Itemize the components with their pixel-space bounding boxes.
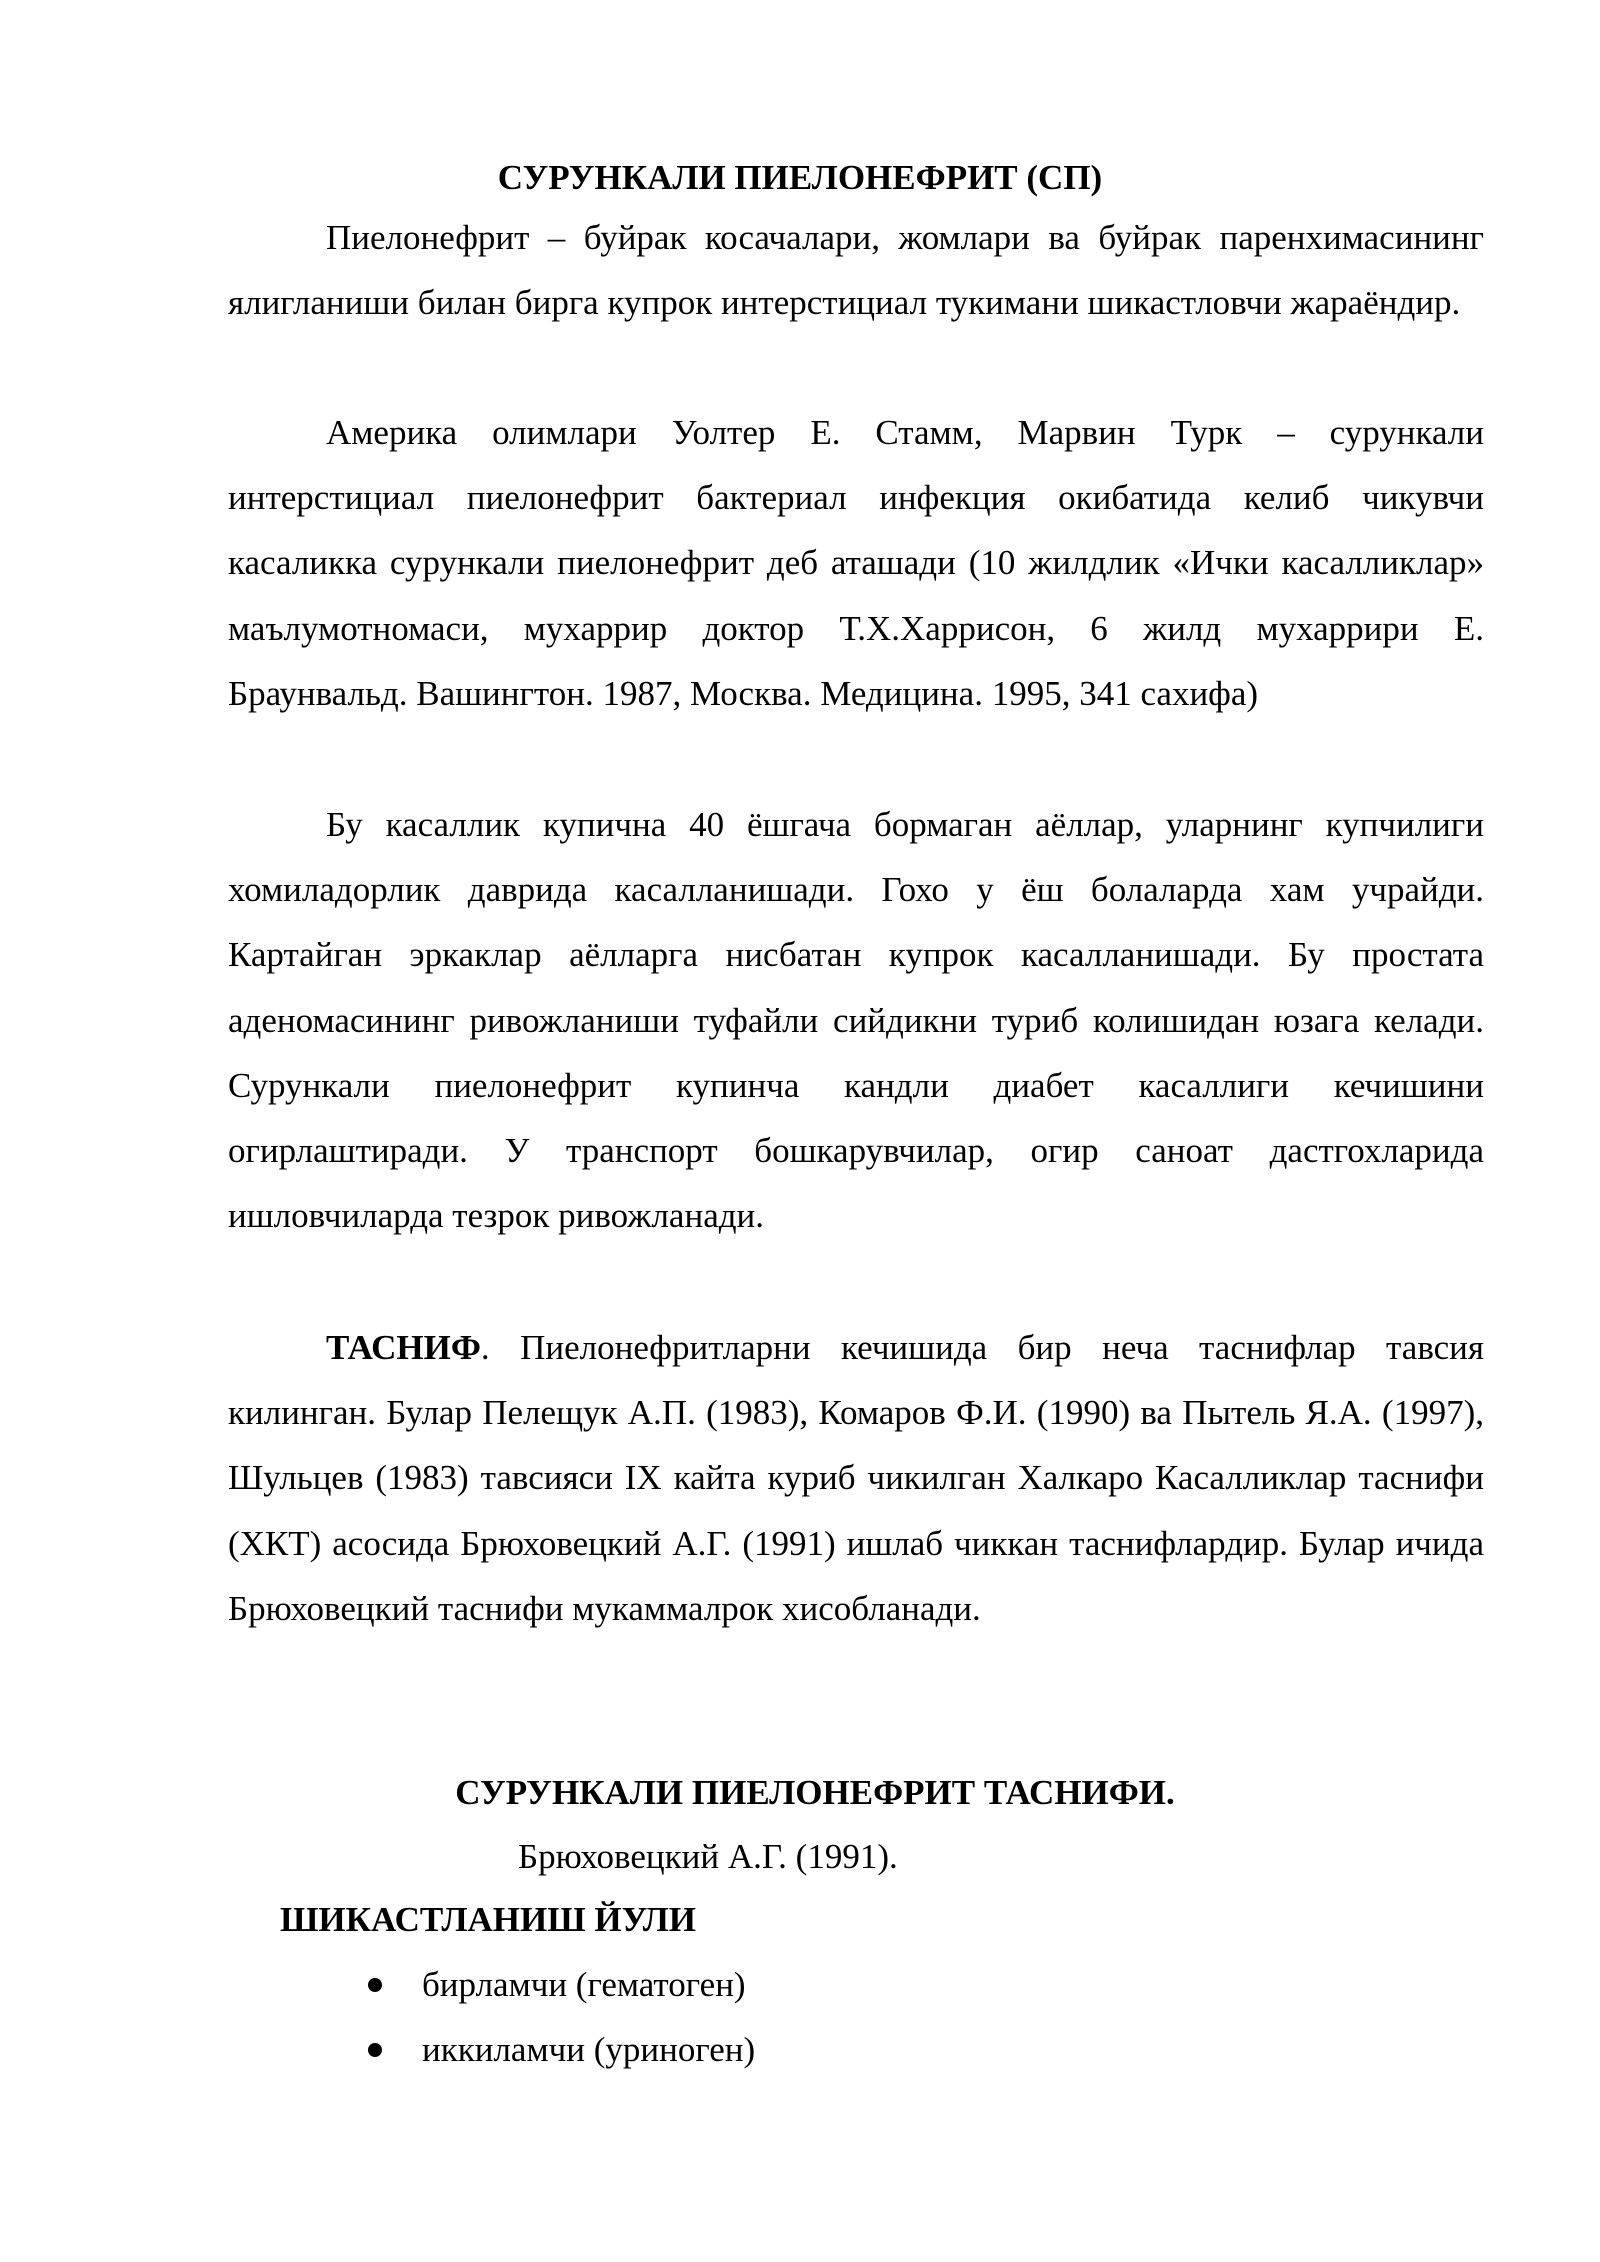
- classification-text: . Пиелонефритларни кечишида бир неча таснифлар тавсия килинган. Булар Пелещук А.П. (1983), Комаров Ф.И. (1990) ва Пытель Я.А. (1997), Шульцев (1983) тавсияси IX кайта куриб чикилган Халкаро Касалликлар таснифи (ХКТ) асосида Брюховецкий А.Г. (1991) ишлаб чиккан таснифлардир. Булар ичида Брюховецкий таснифи мукаммалрок хисобланади.: [228, 1328, 1484, 1628]
- classification-title: СУРУНКАЛИ ПИЕЛОНЕФРИТ ТАСНИФИ.: [455, 1773, 1175, 1812]
- paragraph-definition: Пиелонефрит – буйрак косачалари, жомлари ва буйрак паренхимасининг ялигланиши билан бирга купрок интерстициал тукимани шикастловчи жараёндир.: [228, 218, 1484, 323]
- classification-author: Брюховецкий А.Г. (1991).: [518, 1837, 898, 1876]
- paragraph-prevalence: Бу касаллик купична 40 ёшгача бормаган аёллар, уларнинг купчилиги хомиладорлик даврида касалланишади. Гохо у ёш болаларда хам учрайди. Картайган эркаклар аёлларга нисбатан купрок касалланишади. Бу простата аденомасининг ривожланиши туфайли сийдикни туриб колишидан юзага келади. Сурункали пиелонефрит купинча кандли диабет касаллиги кечишини огирлаштиради. У транспорт бошкарувчилар, огир саноат дастгохларида ишловчиларда тезрок ривожланади.: [228, 805, 1484, 1236]
- bullet-icon: [368, 2043, 382, 2057]
- paragraph-classification: [228, 1315, 1484, 1641]
- list-item-text: бирламчи (гематоген): [422, 1965, 746, 2004]
- classification-lead: ТАСНИФ: [326, 1328, 481, 1367]
- bullet-icon: [368, 1978, 382, 1992]
- paragraph-american-scientists: Америка олимлари Уолтер Е. Стамм, Марвин Турк – сурункали интерстициал пиелонефрит бактериал инфекция окибатида келиб чикувчи касаликка сурункали пиелонефрит деб аташади (10 жилдлик «Ички касалликлар» маълумотномаси, мухаррир доктор Т.Х.Харрисон, 6 жилд мухаррири Е. Браунвальд. Вашингтон. 1987, Москва. Медицина. 1995, 341 сахифа): [228, 413, 1484, 713]
- document-title: СУРУНКАЛИ ПИЕЛОНЕФРИТ (СП): [497, 158, 1103, 197]
- list-item-text: иккиламчи (уриноген): [422, 2030, 756, 2069]
- section-heading-damage-route: ШИКАСТЛАНИШ ЙУЛИ: [280, 1900, 697, 1939]
